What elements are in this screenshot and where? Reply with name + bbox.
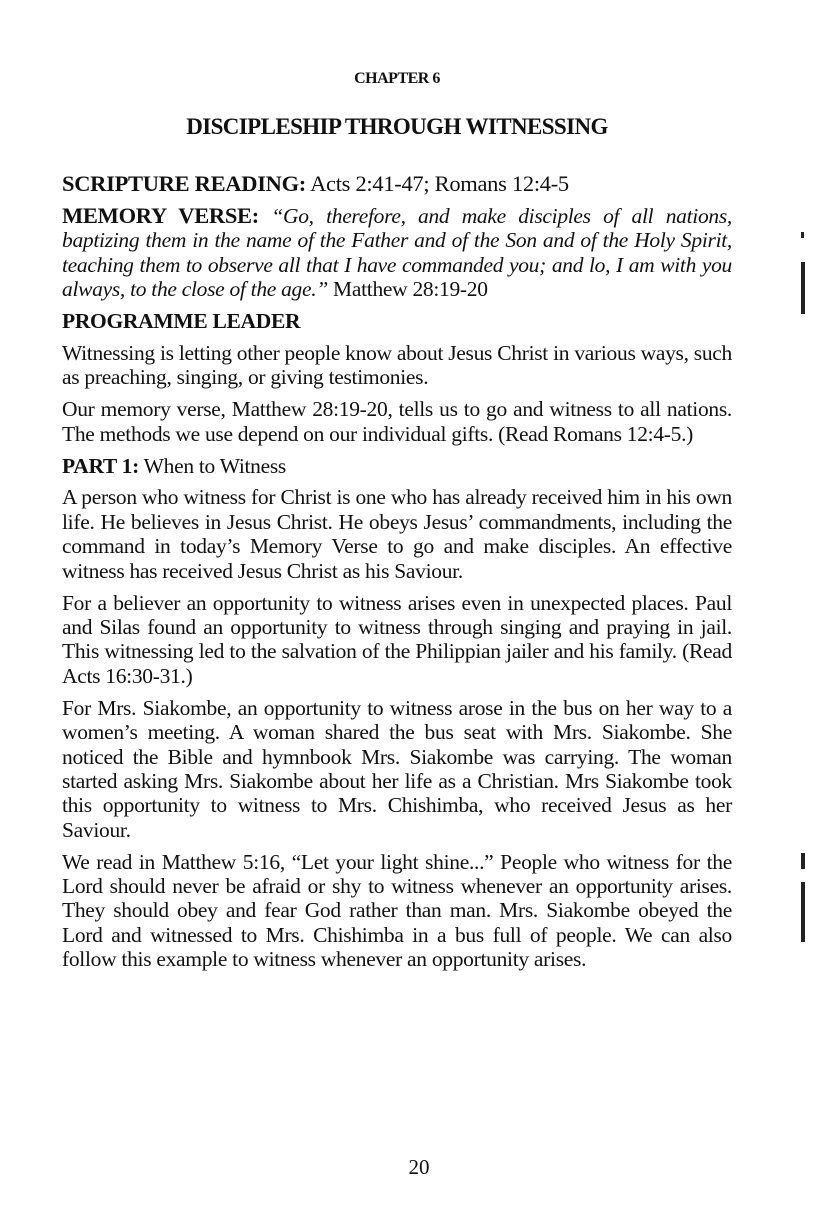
memory-verse [62, 204, 732, 302]
scripture-reading-text: Acts 2:41-47; Romans 12:4-5 [306, 171, 569, 196]
paragraph: For a believer an opportunity to witness arises even in unexpected places. Paul and Silas found an opportunity to witness through singing and praying in jail. This witnessing led to the salvation of the Philippian jailer and his family. (Read Acts 16:30-31.) [62, 590, 732, 688]
memory-verse-label: MEMORY VERSE: [62, 202, 259, 228]
scan-artifact [801, 232, 804, 238]
chapter-number: CHAPTER 6 [354, 70, 440, 87]
page-number: 20 [408, 1155, 430, 1179]
paragraph: For Mrs. Siakombe, an opportunity to witness arose in the bus on her way to a women’s meeting. A woman shared the bus seat with Mrs. Siakombe. She noticed the Bible and hymnbook Mrs. Siakombe was carrying. The woman started asking Mrs. Siakombe about her life as a Christian. Mrs Siakombe took this opportunity to witness to Mrs. Chishimba, who received Jesus as her Saviour. [62, 695, 732, 842]
scan-artifact [801, 853, 805, 869]
paragraph: Witnessing is letting other people know about Jesus Christ in various ways, such as preaching, singing, or giving testimonies. [62, 340, 732, 390]
chapter-content [62, 172, 732, 979]
scan-artifact [801, 262, 805, 314]
scan-artifact [801, 882, 805, 942]
paragraph: We read in Matthew 5:16, “Let your light shine...” People who witness for the Lord should never be afraid or shy to witness whenever an opportunity arises. They should obey and fear God rather than man. Mrs. Siakombe obeyed the Lord and witnessed to Mrs. Chishimba in a bus full of people. We can also follow this example to witness whenever an opportunity arises. [62, 849, 732, 972]
part1-heading [62, 454, 732, 478]
memory-verse-quote: “Go, therefore, and make disciples of all nations, baptizing them in the name of the Father and of the Son and of the Holy Spirit, teaching them to observe all that I have commanded you; and lo, I am with you always, to the close of the age.” [62, 203, 732, 302]
paragraph: Our memory verse, Matthew 28:19-20, tells us to go and witness to all nations. The methods we use depend on our individual gifts. (Read Romans 12:4-5.) [62, 397, 732, 446]
chapter-title: DISCIPLESHIP THROUGH WITNESSING [186, 114, 608, 139]
programme-leader-heading: PROGRAMME LEADER [62, 309, 301, 334]
part1-label: PART 1: [62, 453, 139, 478]
part1-title: When to Witness [138, 453, 286, 478]
scripture-reading-label: SCRIPTURE READING: [62, 171, 307, 196]
scripture-reading [62, 172, 732, 196]
paragraph: A person who witness for Christ is one who has already received him in his own life. He believes in Jesus Christ. He obeys Jesus’ commandments, including the command in today’s Memory Verse to go and make disciples. An effective witness has received Jesus Christ as his Saviour. [62, 485, 732, 583]
memory-verse-reference: Matthew 28:19-20 [327, 277, 488, 302]
